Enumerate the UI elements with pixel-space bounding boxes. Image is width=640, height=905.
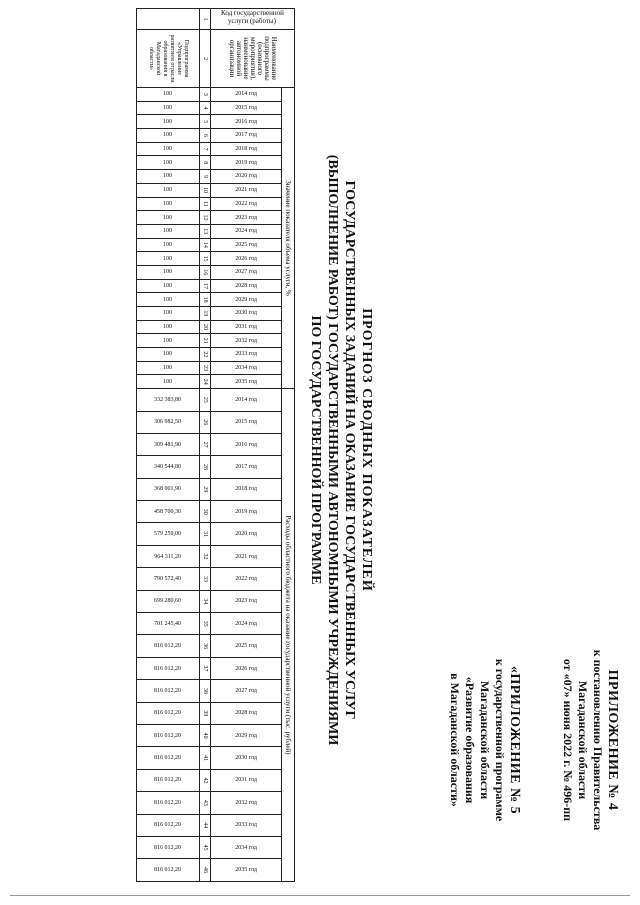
document-title [307, 20, 375, 880]
year-header: 2029 год [211, 293, 282, 307]
column-number: 8 [200, 156, 211, 170]
title-line-4: ПО ГОСУДАРСТВЕННОЙ ПРОГРАММЕ [308, 315, 323, 585]
year-header: 2015 год [211, 101, 282, 115]
expense-value: 332 383,80 [137, 389, 200, 411]
expense-value: 964 311,20 [137, 545, 200, 567]
year-header: 2021 год [211, 545, 282, 567]
column-number: 38 [200, 680, 211, 702]
appendix-4-heading: ПРИЛОЖЕНИЕ № 4 [605, 669, 620, 811]
appendix-4-block [560, 600, 620, 880]
column-number: 27 [200, 433, 211, 455]
column-number: 13 [200, 224, 211, 238]
column-number: 41 [200, 747, 211, 769]
volume-value: 100 [137, 170, 200, 184]
volume-value: 100 [137, 252, 200, 266]
expense-value: 816 012,20 [137, 814, 200, 836]
year-header: 2022 год [211, 568, 282, 590]
year-header: 2016 год [211, 433, 282, 455]
column-number: 42 [200, 769, 211, 791]
year-header: 2033 год [211, 814, 282, 836]
expense-value: 368 001,90 [137, 478, 200, 500]
volume-value: 100 [137, 211, 200, 225]
year-header: 2027 год [211, 265, 282, 279]
appendix-5-line: «Развитие образования [463, 676, 477, 804]
column-number: 16 [200, 265, 211, 279]
column-number: 15 [200, 252, 211, 266]
volume-value: 100 [137, 115, 200, 129]
year-header: 2035 год [211, 375, 282, 389]
column-number: 25 [200, 389, 211, 411]
expense-value: 309 481,90 [137, 433, 200, 455]
year-header: 2025 год [211, 238, 282, 252]
appendix-4-date: от «07» июня 2022 г. № 496-пп [561, 658, 575, 822]
year-header: 2017 год [211, 129, 282, 143]
column-number: 45 [200, 836, 211, 858]
year-header: 2028 год [211, 279, 282, 293]
header-expense-group: Расходы областного бюджета на оказание государственной услуги (тыс. рублей) [282, 389, 295, 882]
year-header: 2021 год [211, 183, 282, 197]
volume-value: 100 [137, 156, 200, 170]
column-number: 23 [200, 361, 211, 375]
expense-value: 306 982,50 [137, 411, 200, 433]
header-code: Код государственной услуги (работы) [211, 9, 295, 30]
column-number: 22 [200, 348, 211, 362]
title-line-3: (ВЫПОЛНЕНИЕ РАБОТ) ГОСУДАРСТВЕННЫМИ АВТОНОМНЫМИ УЧРЕЖДЕНИЯМИ [325, 154, 340, 746]
column-number: 4 [200, 101, 211, 115]
column-number: 36 [200, 635, 211, 657]
column-number: 32 [200, 545, 211, 567]
expense-value: 816 012,20 [137, 769, 200, 791]
volume-value: 100 [137, 224, 200, 238]
column-number: 1 [200, 9, 211, 30]
year-header: 2033 год [211, 348, 282, 362]
year-header: 2017 год [211, 456, 282, 478]
year-header: 2026 год [211, 252, 282, 266]
year-header: 2018 год [211, 142, 282, 156]
column-number: 31 [200, 523, 211, 545]
expense-value: 816 012,20 [137, 724, 200, 746]
year-header: 2035 год [211, 859, 282, 881]
column-number: 17 [200, 279, 211, 293]
column-number: 2 [200, 30, 211, 88]
column-number: 9 [200, 170, 211, 184]
year-header: 2025 год [211, 635, 282, 657]
column-number: 39 [200, 702, 211, 724]
appendix-4-line: Магаданской области [576, 680, 590, 800]
column-number: 18 [200, 293, 211, 307]
column-number: 11 [200, 197, 211, 211]
year-header: 2023 год [211, 211, 282, 225]
page-edge-line [10, 895, 630, 896]
appendix-5-heading: «ПРИЛОЖЕНИЕ № 5 [507, 665, 522, 815]
row-code [137, 9, 200, 30]
volume-value: 100 [137, 375, 200, 389]
year-header: 2016 год [211, 115, 282, 129]
expense-value: 701 245,40 [137, 613, 200, 635]
table-header-row [282, 9, 295, 882]
appendix-5-block [447, 600, 522, 880]
column-number: 24 [200, 375, 211, 389]
year-header: 2026 год [211, 657, 282, 679]
column-number: 26 [200, 411, 211, 433]
volume-value: 100 [137, 142, 200, 156]
expense-value: 816 012,20 [137, 859, 200, 881]
year-header: 2024 год [211, 613, 282, 635]
volume-value: 100 [137, 348, 200, 362]
row-subprogram-name: Подпрограмма «Управление развитием отрасли образования в Магаданской области» [137, 30, 200, 88]
volume-value: 100 [137, 293, 200, 307]
header-volume-group: Значение показателя объема услуги, % [282, 88, 295, 389]
expense-value: 816 012,20 [137, 635, 200, 657]
volume-value: 100 [137, 88, 200, 102]
year-header: 2034 год [211, 361, 282, 375]
year-header: 2034 год [211, 836, 282, 858]
column-number: 19 [200, 307, 211, 321]
year-header: 2018 год [211, 478, 282, 500]
column-number: 28 [200, 456, 211, 478]
year-header: 2030 год [211, 747, 282, 769]
expense-value: 458 700,30 [137, 501, 200, 523]
volume-value: 100 [137, 197, 200, 211]
column-number: 43 [200, 792, 211, 814]
year-header: 2019 год [211, 501, 282, 523]
appendix-5-line: к государственной программе [493, 658, 507, 822]
expense-value: 816 012,20 [137, 680, 200, 702]
title-line-2: ГОСУДАРСТВЕННЫХ ЗАДАНИЙ НА ОКАЗАНИЕ ГОСУДАРСТВЕННЫХ УСЛУГ [342, 180, 357, 720]
volume-value: 100 [137, 101, 200, 115]
title-line-1: ПРОГНОЗ СВОДНЫХ ПОКАЗАТЕЛЕЙ [359, 308, 374, 592]
volume-value: 100 [137, 279, 200, 293]
column-number: 12 [200, 211, 211, 225]
volume-value: 100 [137, 183, 200, 197]
appendix-5-line: Магаданской области [478, 680, 492, 800]
header-name: Наименование подпрограммы (основного мероприятия), наименование автономной организации [211, 30, 295, 88]
table-row [137, 9, 200, 882]
column-number: 33 [200, 568, 211, 590]
year-header: 2030 год [211, 307, 282, 321]
year-header: 2031 год [211, 769, 282, 791]
expense-value: 816 012,20 [137, 702, 200, 724]
year-header: 2023 год [211, 590, 282, 612]
column-number: 6 [200, 129, 211, 143]
table-years-row [211, 9, 282, 882]
volume-value: 100 [137, 265, 200, 279]
column-number: 21 [200, 334, 211, 348]
year-header: 2029 год [211, 724, 282, 746]
column-number: 40 [200, 724, 211, 746]
expense-value: 816 012,20 [137, 747, 200, 769]
volume-value: 100 [137, 334, 200, 348]
year-header: 2032 год [211, 792, 282, 814]
column-number: 44 [200, 814, 211, 836]
column-number: 14 [200, 238, 211, 252]
expense-value: 699 280,60 [137, 590, 200, 612]
column-number: 5 [200, 115, 211, 129]
column-number: 3 [200, 88, 211, 102]
column-number: 35 [200, 613, 211, 635]
year-header: 2028 год [211, 702, 282, 724]
year-header: 2014 год [211, 88, 282, 102]
table-column-numbers-row [200, 9, 211, 882]
year-header: 2027 год [211, 680, 282, 702]
expense-value: 816 012,20 [137, 657, 200, 679]
year-header: 2015 год [211, 411, 282, 433]
expense-value: 816 012,20 [137, 836, 200, 858]
expense-value: 790 572,40 [137, 568, 200, 590]
year-header: 2020 год [211, 523, 282, 545]
appendix-5-line: в Магаданской области» [448, 673, 462, 807]
volume-value: 100 [137, 320, 200, 334]
column-number: 10 [200, 183, 211, 197]
volume-value: 100 [137, 361, 200, 375]
expense-value: 340 544,80 [137, 456, 200, 478]
year-header: 2031 год [211, 320, 282, 334]
year-header: 2014 год [211, 389, 282, 411]
column-number: 29 [200, 478, 211, 500]
column-number: 7 [200, 142, 211, 156]
year-header: 2032 год [211, 334, 282, 348]
year-header: 2020 год [211, 170, 282, 184]
year-header: 2024 год [211, 224, 282, 238]
column-number: 20 [200, 320, 211, 334]
column-number: 37 [200, 657, 211, 679]
appendix-4-line: к постановлению Правительства [591, 649, 605, 831]
expense-value: 579 259,00 [137, 523, 200, 545]
expense-value: 816 012,20 [137, 792, 200, 814]
forecast-table [136, 8, 295, 882]
volume-value: 100 [137, 238, 200, 252]
volume-value: 100 [137, 307, 200, 321]
column-number: 46 [200, 859, 211, 881]
column-number: 30 [200, 501, 211, 523]
volume-value: 100 [137, 129, 200, 143]
column-number: 34 [200, 590, 211, 612]
year-header: 2022 год [211, 197, 282, 211]
year-header: 2019 год [211, 156, 282, 170]
